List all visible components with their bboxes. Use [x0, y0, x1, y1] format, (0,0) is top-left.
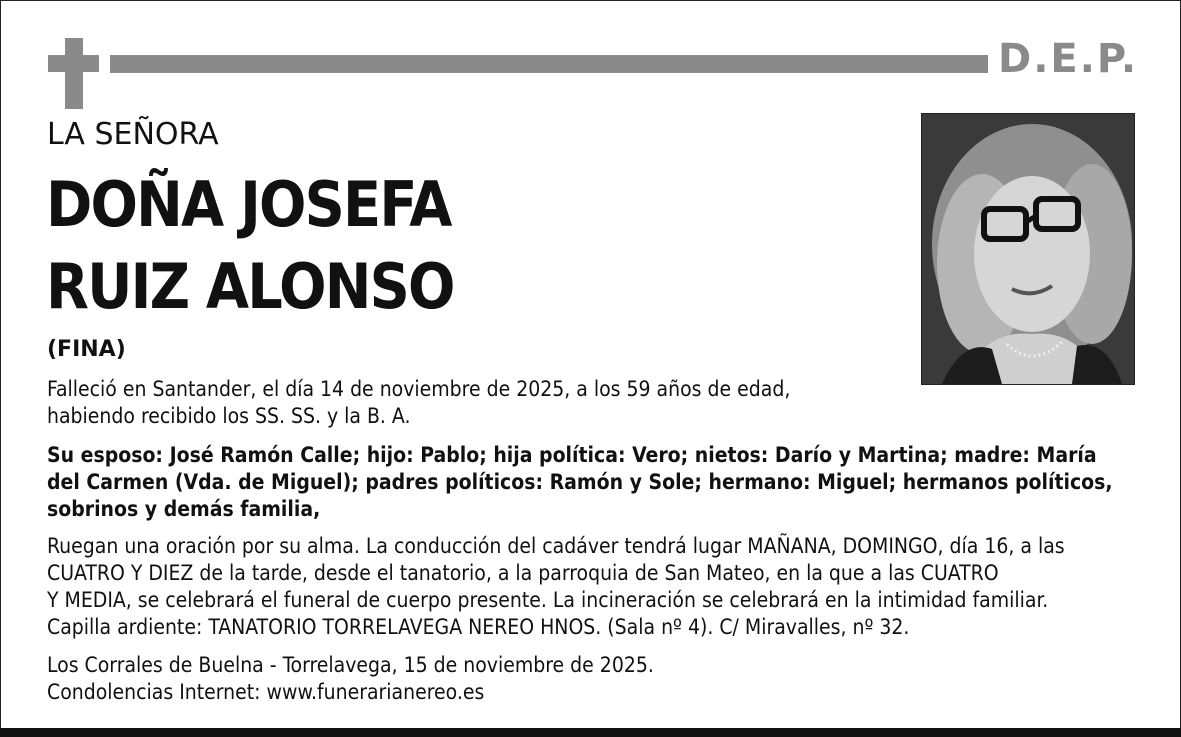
death-notice-line: habiendo recibido los SS. SS. y la B. A.	[47, 404, 411, 428]
family-line: Su esposo: José Ramón Calle; hijo: Pablo; hija política: Vero; nietos: Darío y Martina; madre: María	[47, 443, 1097, 467]
bottom-rule	[0, 728, 1181, 737]
dep-label: D.E.P.	[998, 36, 1139, 82]
cross-icon-bar	[48, 55, 99, 72]
deceased-name-line-2: RUIZ ALONSO	[46, 250, 454, 323]
place-date-line: Los Corrales de Buelna - Torrelavega, 15 de noviembre de 2025.	[47, 653, 654, 677]
deceased-name-line-1: DOÑA JOSEFA	[46, 168, 451, 241]
death-notice-line: Falleció en Santander, el día 14 de noviembre de 2025, a los 59 años de edad,	[47, 377, 791, 401]
ceremony-line: CUATRO Y DIEZ de la tarde, desde el tanatorio, a la parroquia de San Mateo, en la que a las CUATRO	[47, 561, 999, 585]
ceremony-line: Ruegan una oración por su alma. La conducción del cadáver tendrá lugar MAÑANA, DOMINGO, día 16, a las	[47, 534, 1065, 558]
family-line: sobrinos y demás familia,	[47, 497, 321, 521]
cross-icon	[65, 38, 83, 109]
family-line: del Carmen (Vda. de Miguel); padres políticos: Ramón y Sole; hermano: Miguel; hermanos políticos,	[47, 470, 1113, 494]
nickname: (FINA)	[47, 337, 126, 362]
ceremony-line: Y MEDIA, se celebrará el funeral de cuerpo presente. La incineración se celebrará en la intimidad familiar.	[47, 588, 1049, 612]
chapel-line: Capilla ardiente: TANATORIO TORRELAVEGA NEREO HNOS. (Sala nº 4). C/ Miravalles, nº 32.	[47, 615, 910, 639]
portrait-photo	[921, 113, 1135, 385]
honorific: LA SEÑORA	[47, 117, 219, 152]
condolences-line: Condolencias Internet: www.funerarianereo.es	[47, 680, 485, 704]
portrait-image	[922, 114, 1134, 384]
header-rule	[110, 55, 988, 73]
